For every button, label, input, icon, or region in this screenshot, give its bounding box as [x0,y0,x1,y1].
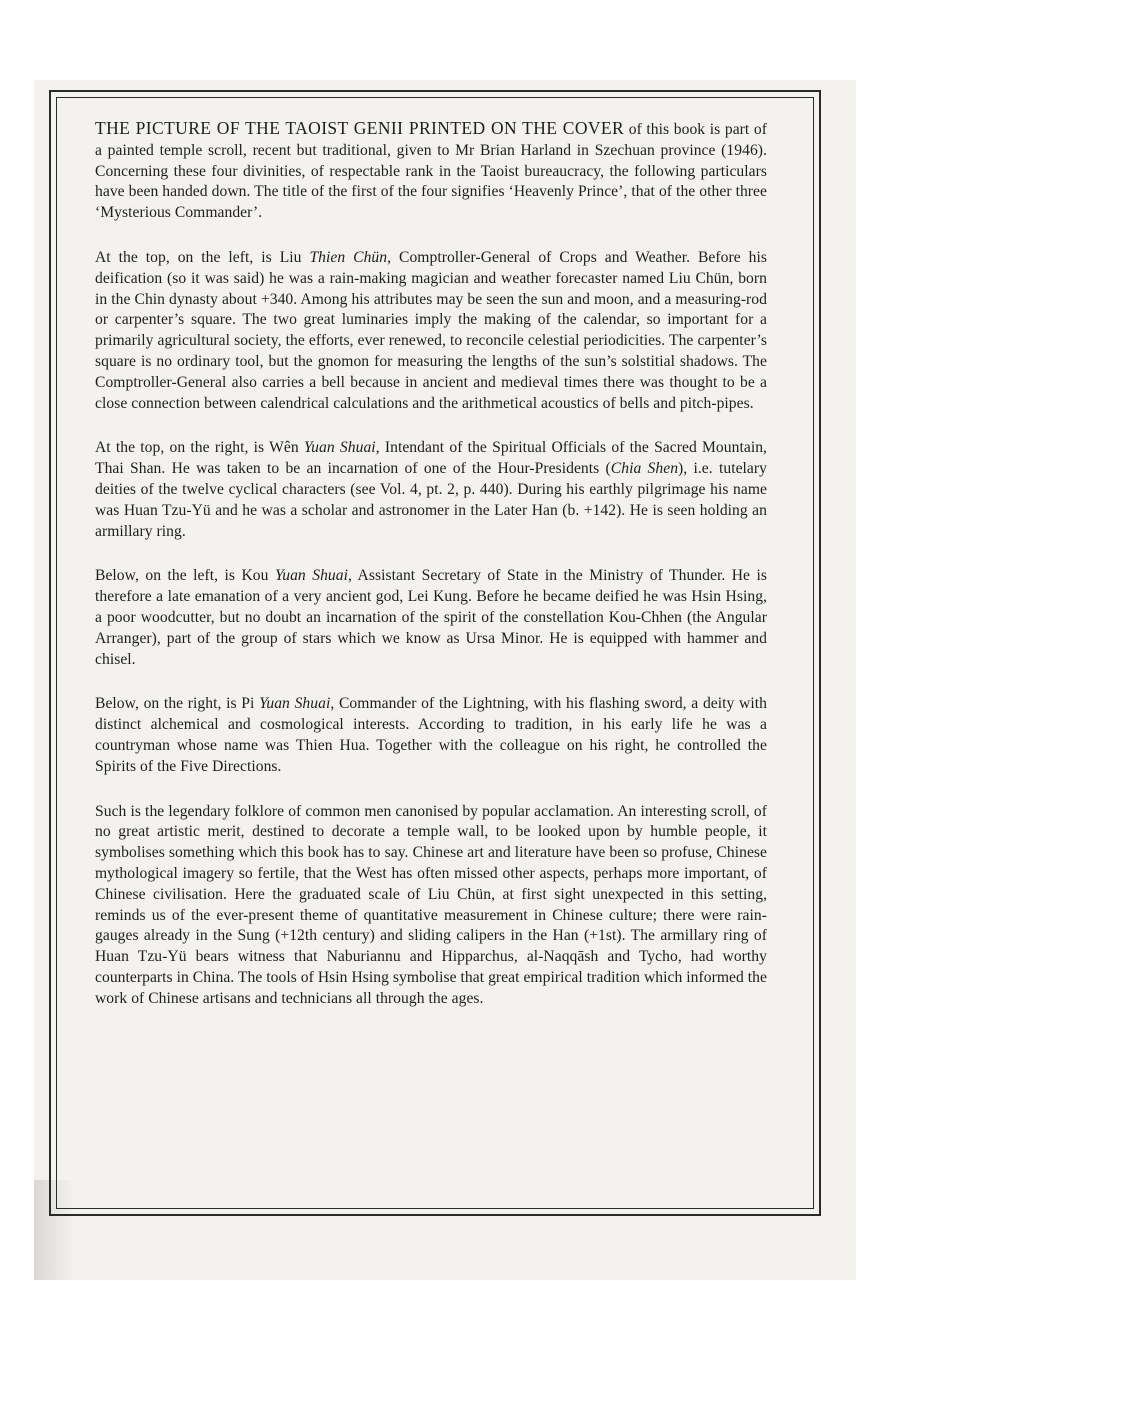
paragraph-text: At the top, on the left, is Liu [95,248,310,266]
paragraph-1 [95,118,767,224]
italic-term: Thien Chün [309,248,388,266]
paragraph-4 [95,566,767,670]
paragraph-text: At the top, on the right, is Wên [95,439,304,457]
paragraph-3 [95,438,767,542]
page-border-outer [49,90,821,1216]
paragraph-6 [95,802,767,1010]
paragraph-text: , Intendant of the Spiritual Officials of the Sacred Mountain, Thai Shan. He was taken to be an incarnation of one of the Hour-Presidents ( [95,439,767,478]
paragraph-2 [95,248,767,414]
paragraph-text: Such is the legendary folklore of common men canonised by popular acclamation. An interesting scroll, of no great artistic merit, destined to decorate a temple wall, to be looked upon by humble people, it symbolises something which this book has to say. Chinese art and literature have been so profuse, Chinese mythological imagery so fertile, that the West has often missed other aspects, perhaps more important, of Chinese civilisation. Here the graduated scale of Liu Chün, at first sight unexpected in this setting, reminds us of the ever-present theme of quantitative measurement in Chinese culture; there were rain-gauges already in the Sung (+12th century) and sliding calipers in the Han (+1st). The armillary ring of Huan Tzu-Yü bears witness that Naburiannu and Hipparchus, al-Naqqāsh and Tycho, had worthy counterparts in China. The tools of Hsin Hsing symbolise that great empirical tradition which informed the work of Chinese artisans and technicians all through the ages. [95,802,767,1007]
paragraph-5 [95,694,767,777]
paragraph-text: Below, on the right, is Pi [95,695,260,713]
paragraph-text: , Assistant Secretary of State in the Ministry of Thunder. He is therefore a late emanation of a very ancient god, Lei Kung. Before he became deified he was Hsin Hsing, a poor woodcutter, but no doubt an incarnation of the spirit of the constellation Kou-Chhen (the Angular Arranger), part of the group of stars which we know as Ursa Minor. He is equipped with hammer and chisel. [95,567,767,668]
paragraph-text: , Comptroller-General of Crops and Weather. Before his deification (so it was said) he was a rain-making magician and weather forecaster named Liu Chün, born in the Chin dynasty about +340. Among his attributes may be seen the sun and moon, and a measuring-rod or carpenter’s square. The two great luminaries imply the making of the calendar, so important for a primarily agricultural society, the efforts, ever renewed, to reconcile celestial periodicities. The carpenter’s square is no ordinary tool, but the gnomon for measuring the lengths of the sun’s solstitial shadows. The Comptroller-General also carries a bell because in ancient and medieval times there was thought to be a close connection between calendrical calculations and the arithmetical acoustics of bells and pitch-pipes. [95,248,767,412]
paragraph-text: , Commander of the Lightning, with his flashing sword, a deity with distinct alchemical and cosmological interests. According to tradition, in his early life he was a countryman whose name was Thien Hua. Together with the colleague on his right, he controlled the Spirits of the Five Directions. [95,695,767,775]
italic-term: Yuan Shuai [274,567,349,585]
italic-term: Chia Shen [610,460,679,478]
text-block [95,118,767,1009]
paragraph-text: Below, on the left, is Kou [95,567,275,585]
italic-term: Yuan Shuai [259,695,331,713]
heading: THE PICTURE OF THE TAOIST GENII PRINTED ON THE COVER [95,118,625,138]
paragraph-text: of this book is part of a painted temple scroll, recent but traditional, given to Mr Brian Harland in Szechuan province (1946). Concerning these four divinities, of respectable rank in the Taoist bureaucracy, the following particulars have been handed down. The title of the first of the four signifies ‘Heavenly Prince’, that of the other three ‘Mysterious Commander’. [95,121,767,222]
italic-term: Yuan Shuai [303,439,376,457]
paragraph-text: ), i.e. tutelary deities of the twelve cyclical characters (see Vol. 4, pt. 2, p. 440). During his earthly pilgrimage his name was Huan Tzu-Yü and he was a scholar and astronomer in the Later Han (b. +142). He is seen holding an armillary ring. [95,460,767,540]
